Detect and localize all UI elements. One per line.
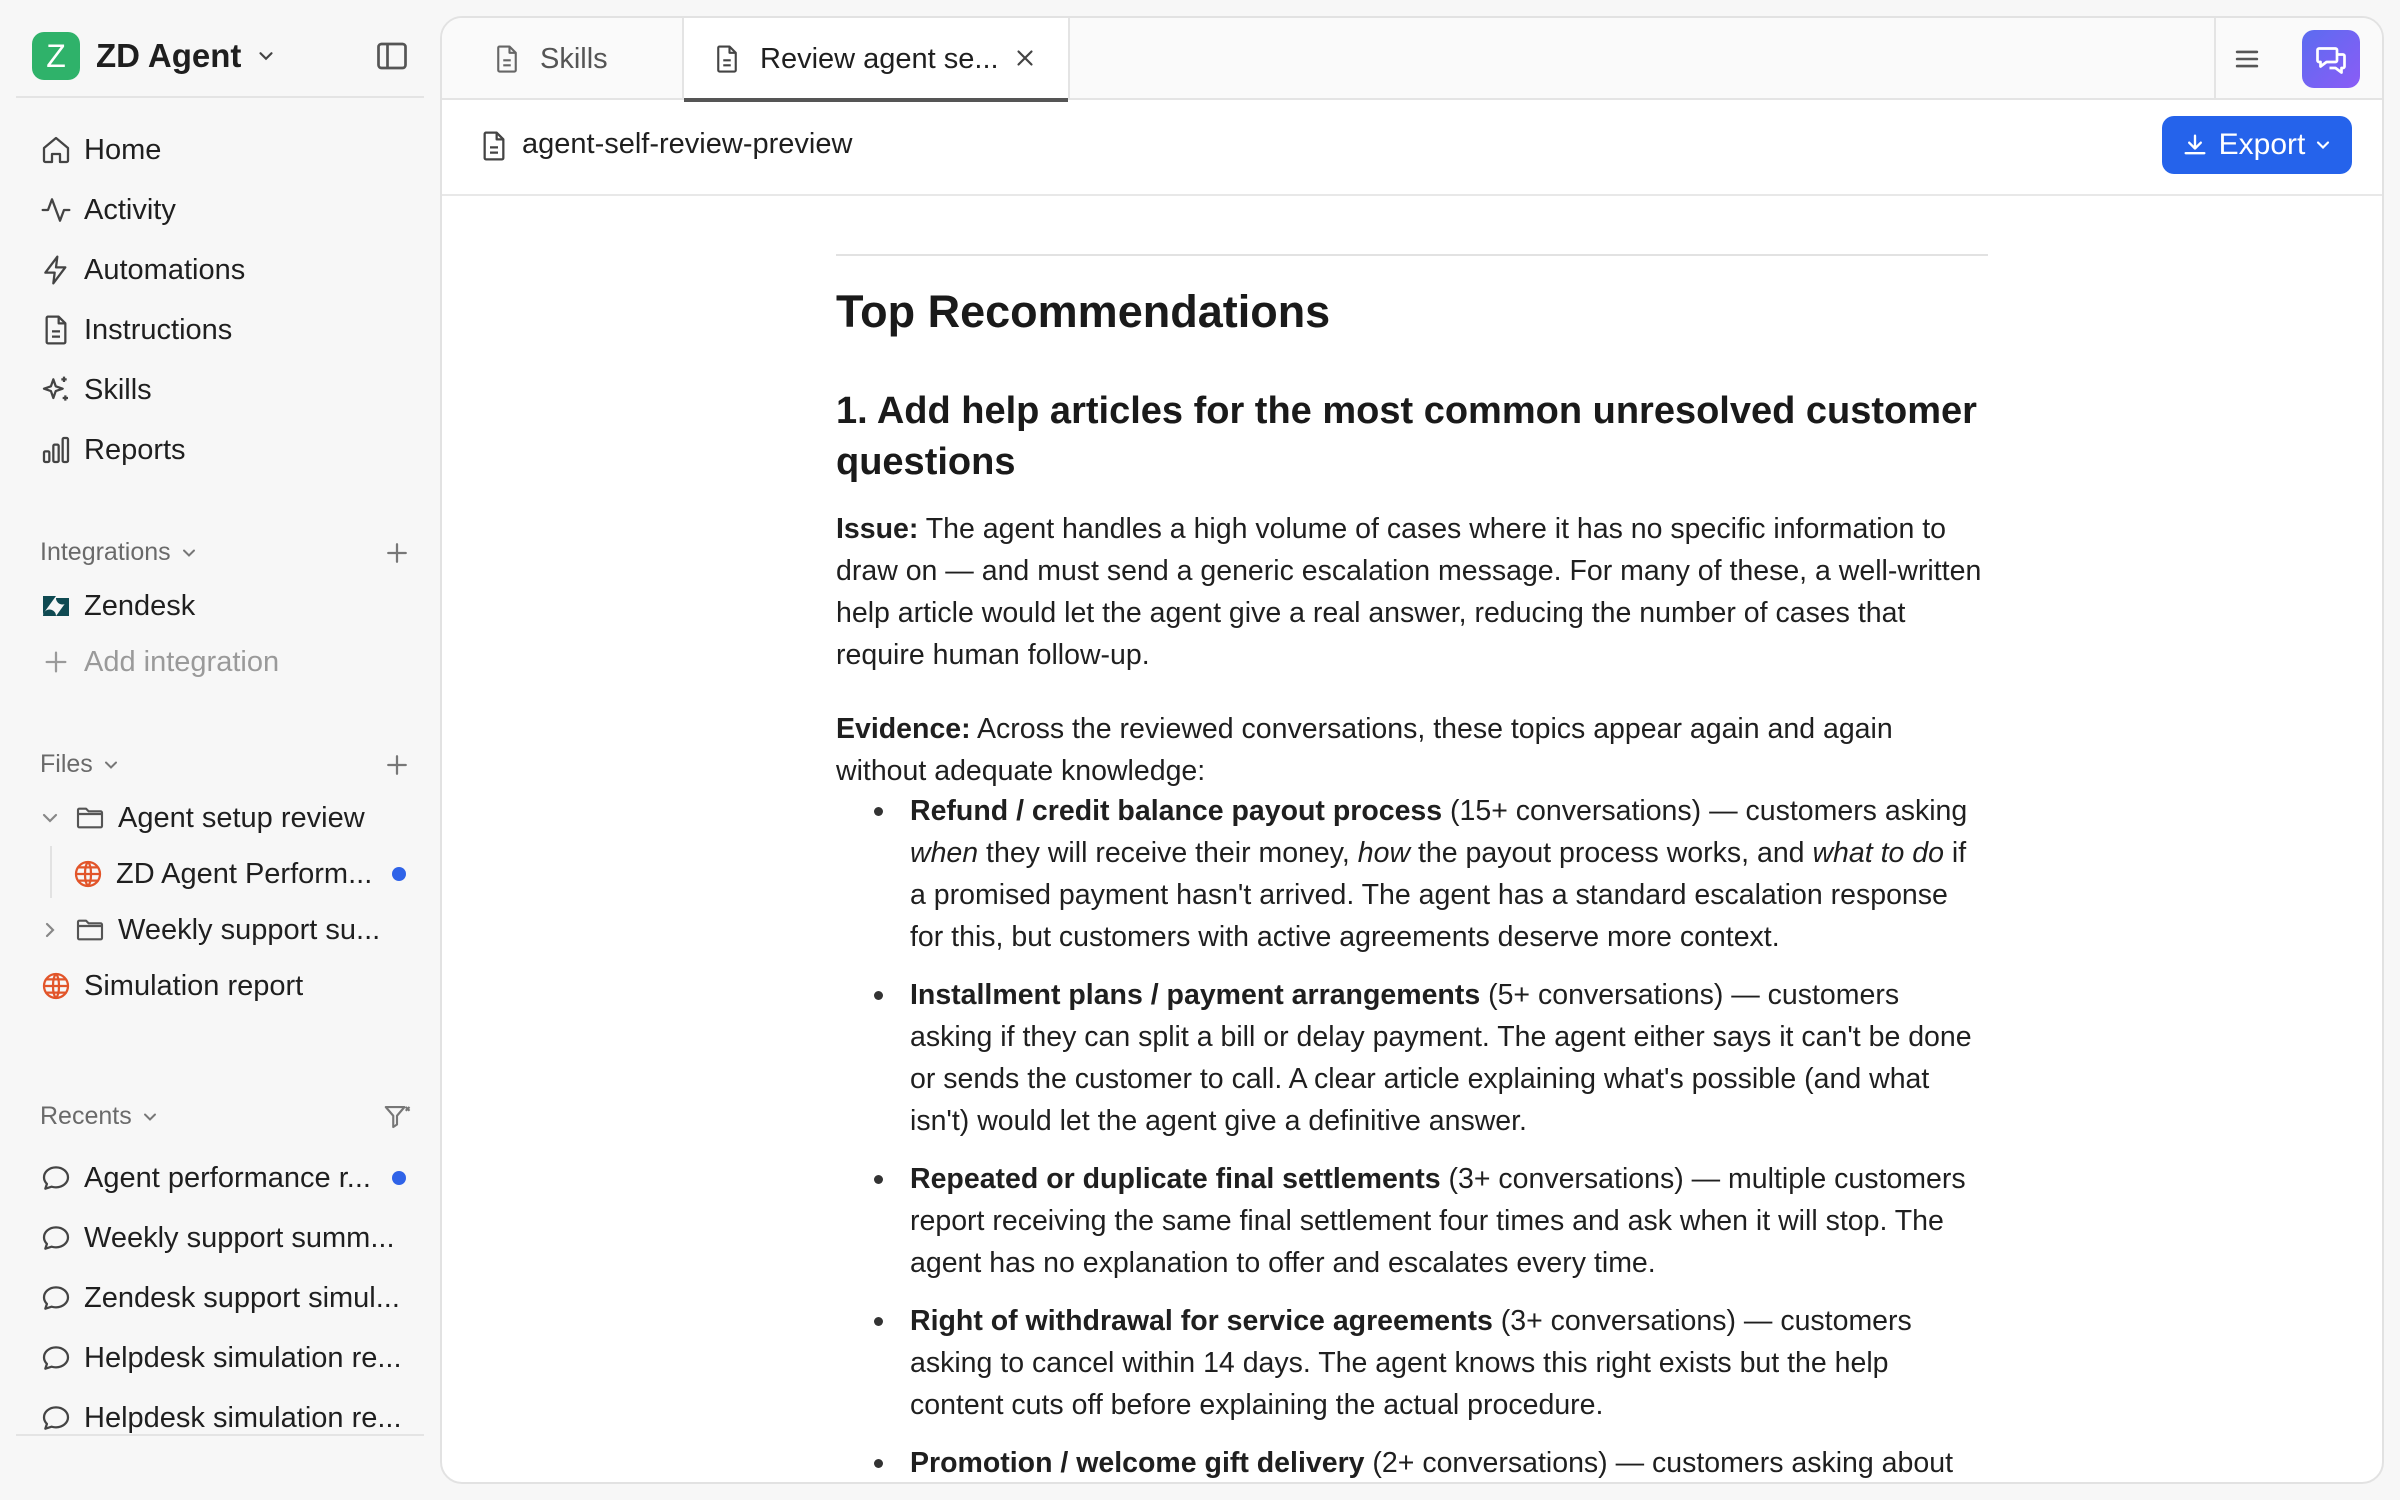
plus-icon	[40, 646, 72, 678]
file-label: ZD Agent Perform...	[116, 857, 373, 890]
workspace-logo: Z	[32, 32, 80, 80]
item-text: (5+ conversations) — customers asking if they can split a bill or delay payment. The agent either says it can't be done or sends the customer to call. A clear article explaining what's possible (and what isn't) would let the agent give a definitive answer.	[910, 979, 1972, 1137]
integrations-section-toggle[interactable]	[40, 538, 199, 567]
chevron-down-icon	[101, 755, 121, 775]
folder-icon	[74, 802, 106, 834]
divider	[16, 1434, 424, 1436]
close-icon[interactable]	[1012, 45, 1038, 71]
item-title: Promotion / welcome gift delivery	[910, 1447, 1365, 1479]
file-label: Weekly support su...	[118, 913, 381, 946]
export-button[interactable]	[2162, 116, 2352, 174]
chat-panel-button[interactable]	[2302, 30, 2360, 88]
section-label: Recents	[40, 1102, 132, 1130]
toggle-sidebar-icon[interactable]	[374, 38, 410, 74]
item-text: (3+ conversations) — customers asking to cancel within 14 days. The agent knows this right exists but the help content cuts off before explaining the actual procedure.	[910, 1305, 1912, 1421]
divider	[2214, 18, 2216, 100]
nav-item-label: Skills	[84, 373, 152, 406]
item-emphasis: when	[910, 837, 979, 869]
issue-text: The agent handles a high volume of cases where it has no specific information to draw on — and must send a generic escalation message. For many of these, a well-written help article would let the agent give a real answer, reducing the number of cases that require human follow-up.	[836, 513, 1982, 671]
recent-item[interactable]	[40, 1214, 395, 1262]
main-panel	[440, 16, 2384, 1484]
file-row[interactable]	[72, 850, 372, 898]
add-integration-plus-icon[interactable]	[382, 538, 412, 568]
chevron-down-icon	[2313, 135, 2333, 155]
chat-bubble-icon	[40, 1162, 72, 1194]
folder-row[interactable]	[38, 906, 380, 954]
zendesk-icon	[40, 590, 72, 622]
file-label: Simulation report	[84, 969, 304, 1002]
globe-icon	[40, 970, 72, 1002]
issue-label: Issue:	[836, 513, 919, 545]
chevron-down-icon	[179, 543, 199, 563]
recent-item[interactable]	[40, 1154, 371, 1202]
nav-item-label: Activity	[84, 193, 176, 226]
document-header	[442, 100, 2382, 196]
subsection-heading: 1. Add help articles for the most common unresolved customer questions	[836, 390, 1977, 483]
home-icon	[40, 134, 72, 166]
chat-bubble-icon	[40, 1282, 72, 1314]
section-label: Files	[40, 750, 93, 778]
export-label: Export	[2218, 128, 2306, 161]
item-text: they will receive their money,	[978, 837, 1358, 869]
recents-section-toggle[interactable]	[40, 1102, 160, 1131]
tree-guide	[50, 846, 52, 898]
item-title: Repeated or duplicate final settlements	[910, 1163, 1441, 1195]
recent-item[interactable]	[40, 1274, 400, 1322]
sidebar	[0, 0, 440, 1500]
evidence-text: Across the reviewed conversations, these topics appear again and again without adequate knowledge:	[836, 713, 1893, 787]
chevron-down-icon[interactable]	[38, 806, 62, 830]
issue-paragraph	[836, 508, 1988, 676]
file-row[interactable]	[40, 962, 303, 1010]
document-title: agent-self-review-preview	[522, 128, 853, 160]
recent-label: Helpdesk simulation re...	[84, 1401, 402, 1434]
nav-item-home[interactable]	[40, 126, 161, 174]
item-emphasis: what to do	[1812, 837, 1944, 869]
add-file-plus-icon[interactable]	[382, 750, 412, 780]
item-text: the payout process works, and	[1410, 837, 1813, 869]
nav-item-skills[interactable]	[40, 366, 152, 414]
menu-icon[interactable]	[2230, 42, 2264, 76]
nav-item-label: Instructions	[84, 313, 233, 346]
item-emphasis: how	[1357, 837, 1411, 869]
bar-chart-icon	[40, 434, 72, 466]
nav-item-label: Automations	[84, 253, 246, 286]
chevron-down-icon	[255, 45, 277, 67]
item-title: Installment plans / payment arrangements	[910, 979, 1481, 1011]
list-item	[836, 1300, 1988, 1426]
recent-label: Zendesk support simul...	[84, 1281, 400, 1314]
add-integration-link[interactable]	[40, 638, 279, 686]
integration-label: Zendesk	[84, 589, 196, 622]
document-icon	[478, 130, 510, 162]
item-text: (3+ conversations) — multiple customers report receiving the same final settlement four times and ask when it will stop. The agent has no explanation to offer and escalates every time.	[910, 1163, 1966, 1279]
document-icon	[492, 44, 522, 74]
chat-bubble-icon	[40, 1402, 72, 1434]
tab-label: Skills	[540, 42, 608, 75]
folder-row[interactable]	[38, 794, 365, 842]
activity-icon	[40, 194, 72, 226]
lightning-icon	[40, 254, 72, 286]
list-item	[836, 1158, 1988, 1284]
document-icon	[712, 44, 742, 74]
files-section-toggle[interactable]	[40, 750, 121, 779]
workspace-switcher[interactable]	[32, 32, 277, 80]
add-integration-label: Add integration	[84, 645, 280, 678]
download-icon	[2181, 131, 2209, 159]
item-text: (15+ conversations) — customers asking	[1442, 795, 1968, 827]
chevron-down-icon	[140, 1107, 160, 1127]
nav-item-reports[interactable]	[40, 426, 186, 474]
divider	[16, 96, 424, 98]
nav-item-automations[interactable]	[40, 246, 245, 294]
item-title: Right of withdrawal for service agreements	[910, 1305, 1493, 1337]
list-item	[836, 1442, 1988, 1484]
sparkle-icon	[40, 374, 72, 406]
recent-label: Helpdesk simulation re...	[84, 1341, 402, 1374]
evidence-label: Evidence:	[836, 713, 971, 745]
nav-item-label: Reports	[84, 433, 186, 466]
nav-item-instructions[interactable]	[40, 306, 232, 354]
unread-dot	[392, 867, 406, 881]
section-heading: Top Recommendations	[836, 286, 1331, 337]
chat-icon	[2313, 41, 2349, 77]
workspace-name: ZD Agent	[96, 37, 242, 74]
recent-label: Agent performance r...	[84, 1161, 371, 1194]
recent-label: Weekly support summ...	[84, 1221, 395, 1254]
item-text: (2+ conversations) — customers asking about	[1364, 1447, 1953, 1479]
section-label: Integrations	[40, 538, 171, 566]
integration-zendesk[interactable]	[40, 582, 195, 630]
globe-icon	[72, 858, 104, 890]
nav-item-activity[interactable]	[40, 186, 176, 234]
nav-item-label: Home	[84, 133, 162, 166]
horizontal-rule	[836, 254, 1988, 256]
chevron-right-icon[interactable]	[38, 918, 62, 942]
item-title: Refund / credit balance payout process	[910, 795, 1443, 827]
chat-bubble-icon	[40, 1342, 72, 1374]
document-content	[442, 198, 2382, 1484]
evidence-paragraph	[836, 708, 1988, 792]
tab-skills[interactable]	[442, 18, 684, 100]
list-item	[836, 790, 1988, 958]
tab-bar	[442, 18, 2382, 100]
tab-label: Review agent se...	[760, 42, 999, 75]
file-label: Agent setup review	[118, 801, 365, 834]
document-icon	[40, 314, 72, 346]
folder-icon	[74, 914, 106, 946]
list-item	[836, 974, 1988, 1142]
filter-icon[interactable]	[382, 1102, 412, 1132]
recent-item[interactable]	[40, 1334, 402, 1382]
item-text: if a promised payment hasn't arrived. The agent has a standard escalation response for this, but customers with active agreements deserve more context.	[910, 837, 1967, 953]
chat-bubble-icon	[40, 1222, 72, 1254]
tab-review-agent[interactable]	[684, 18, 1070, 100]
unread-dot	[392, 1171, 406, 1185]
evidence-list	[836, 790, 1988, 1484]
